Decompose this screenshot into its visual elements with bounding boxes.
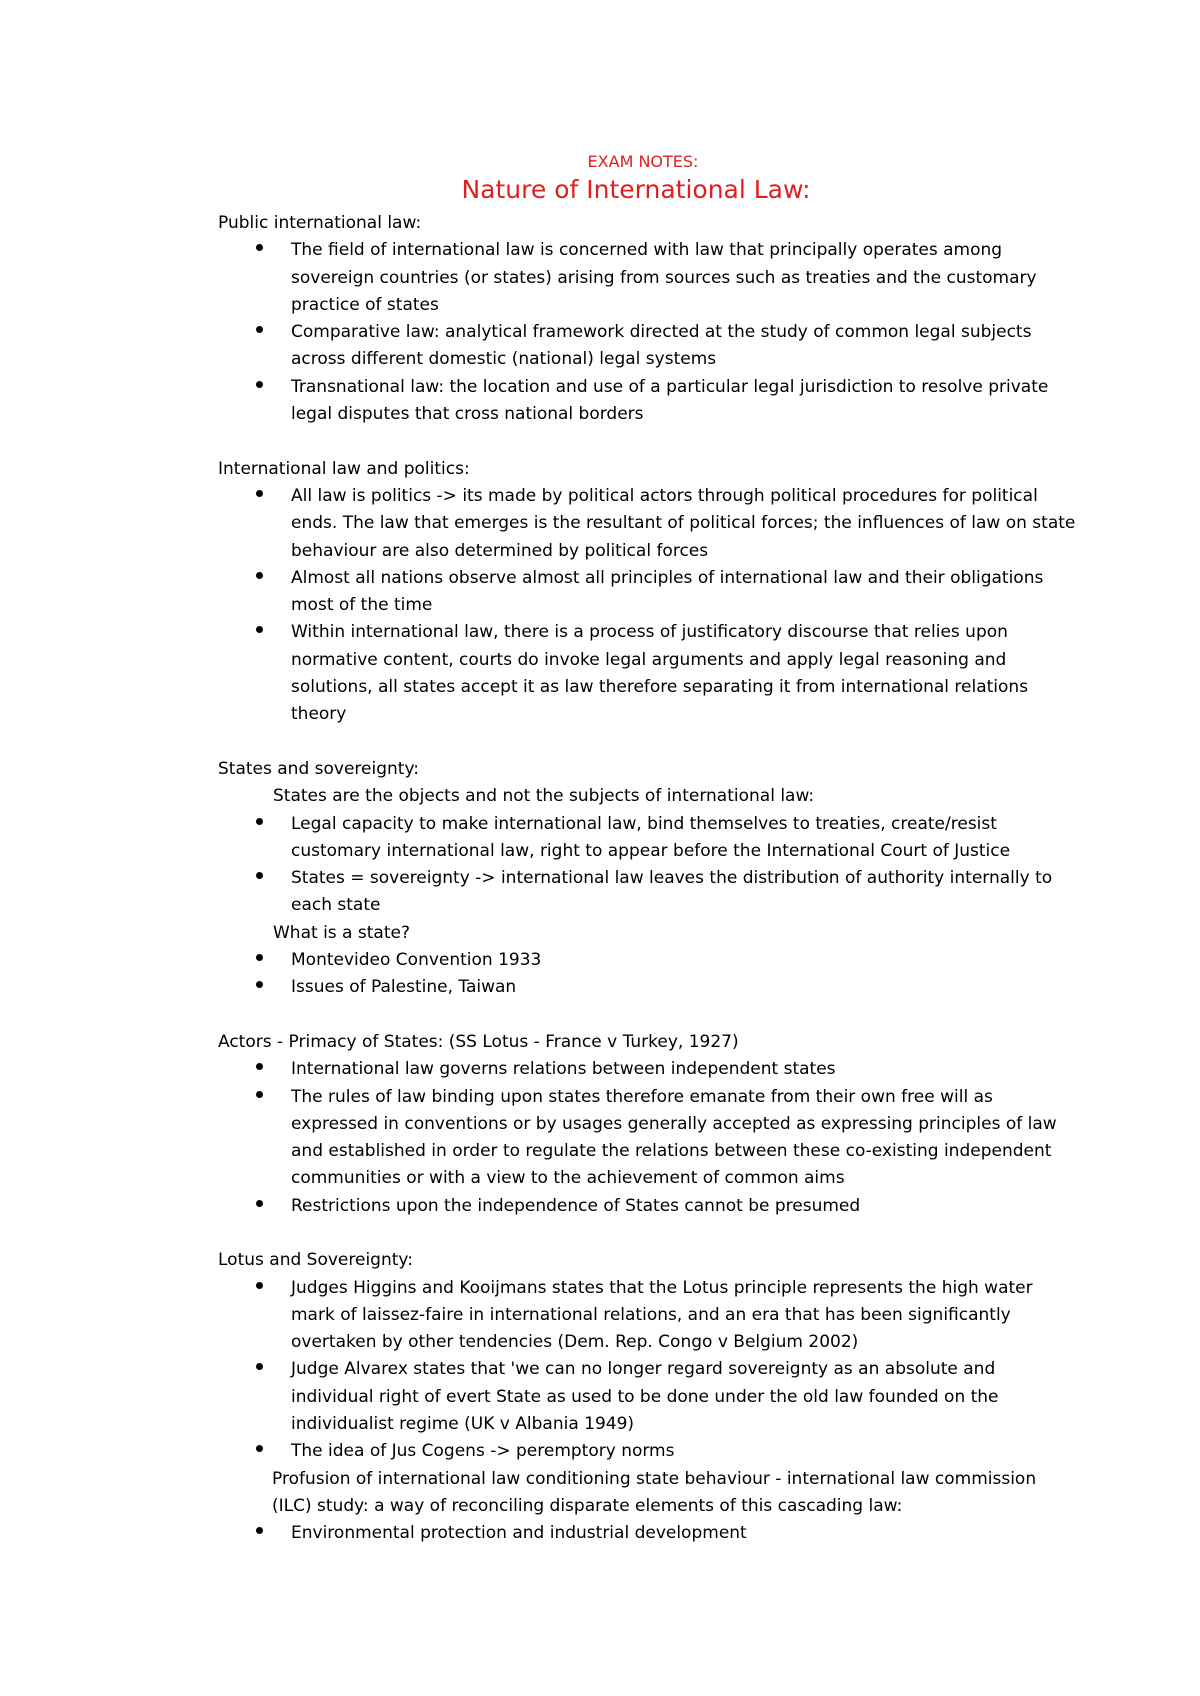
section-heading: Actors - Primacy of States: (SS Lotus - France v Turkey, 1927) (218, 1031, 739, 1052)
bullet-item: Restrictions upon the independence of States cannot be presumed (218, 1193, 1078, 1220)
bullet-list (218, 483, 1078, 729)
bullet-list (218, 1520, 1078, 1547)
bullet-item: Transnational law: the location and use of a particular legal jurisdiction to resolve private legal disputes that cross national borders (218, 374, 1078, 429)
bullet-list (218, 1275, 1078, 1466)
bullet-item: Montevideo Convention 1933 (218, 947, 1078, 974)
bullet-item: Legal capacity to make international law, bind themselves to treaties, create/resist customary international law, right to appear before the International Court of Justice (218, 811, 1078, 866)
bullet-list (218, 1056, 1078, 1220)
section-heading: International law and politics: (218, 458, 470, 479)
sub-note: Profusion of international law conditioning state behaviour - international law commission (ILC) study: a way of reconciling disparate elements of this cascading law: (272, 1468, 1037, 1516)
bullet-item: Almost all nations observe almost all principles of international law and their obligations most of the time (218, 565, 1078, 620)
sub-note: States are the objects and not the subjects of international law: (273, 786, 815, 807)
bullet-item: Judge Alvarex states that 'we can no longer regard sovereignty as an absolute and individual right of evert State as used to be done under the old law founded on the individualist regime (UK v Albania 1949) (218, 1356, 1078, 1438)
section-primacy-of-states (218, 1029, 1078, 1220)
bullet-item: States = sovereignty -> international law leaves the distribution of authority internally to each state (218, 865, 1078, 920)
bullet-item: Environmental protection and industrial development (218, 1520, 1078, 1547)
section-heading: Lotus and Sovereignty: (218, 1250, 413, 1271)
section-public-international-law (218, 210, 1078, 428)
bullet-item: Within international law, there is a process of justificatory discourse that relies upon normative content, courts do invoke legal arguments and apply legal reasoning and solutions, all states accept it as law therefore separating it from international relations theory (218, 619, 1078, 728)
section-law-and-politics (218, 456, 1078, 729)
document-body (218, 148, 1078, 1575)
exam-notes-label: EXAM NOTES: (587, 152, 699, 171)
bullet-list (218, 811, 1078, 920)
bullet-item: The rules of law binding upon states therefore emanate from their own free will as expressed in conventions or by usages generally accepted as expressing principles of law and established in order to regulate the relations between these co-existing independent communities or with a view to the achievement of common aims (218, 1084, 1078, 1193)
bullet-list (218, 947, 1078, 1002)
bullet-item: The idea of Jus Cogens -> peremptory norms (218, 1438, 1078, 1465)
section-heading: Public international law: (218, 213, 422, 233)
section-lotus-and-sovereignty (218, 1247, 1078, 1547)
bullet-list (218, 237, 1078, 428)
bullet-item: All law is politics -> its made by political actors through political procedures for political ends. The law that emerges is the resultant of political forces; the influences of law on state behaviour are also determined by political forces (218, 483, 1078, 565)
bullet-item: Issues of Palestine, Taiwan (218, 974, 1078, 1001)
sub-note: What is a state? (273, 922, 410, 943)
bullet-item: The field of international law is concerned with law that principally operates among sovereign countries (or states) arising from sources such as treaties and the customary practice of states (218, 237, 1078, 319)
section-heading: States and sovereignty: (218, 758, 420, 779)
section-states-and-sovereignty (218, 756, 1078, 1002)
page-title: Nature of International Law: (461, 175, 811, 204)
bullet-item: Judges Higgins and Kooijmans states that the Lotus principle represents the high water mark of laissez-faire in international relations, and an era that has been significantly overtaken by other tendencies (Dem. Rep. Congo v Belgium 2002) (218, 1275, 1078, 1357)
bullet-item: International law governs relations between independent states (218, 1056, 1078, 1083)
bullet-item: Comparative law: analytical framework directed at the study of common legal subjects across different domestic (national) legal systems (218, 319, 1078, 374)
